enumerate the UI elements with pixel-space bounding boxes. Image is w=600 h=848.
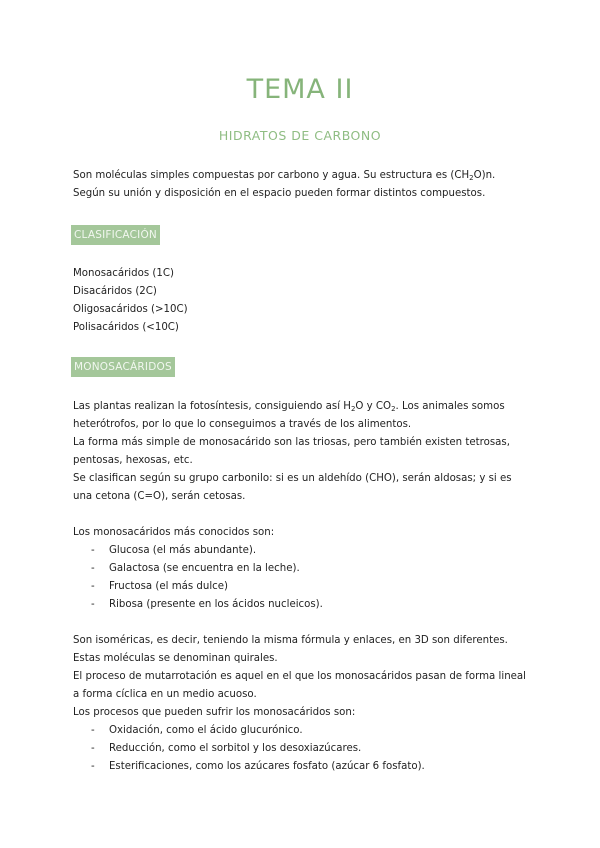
paragraph-line: Se clasifican según su grupo carbonilo: si es un aldehído (CHO), serán aldosas; y si es <box>73 473 512 484</box>
list-item: - Ribosa (presente en los ácidos nucleicos). <box>73 596 533 614</box>
list-item: Monosacáridos (1C) <box>73 268 174 279</box>
intro-line-2: Según su unión y disposición en el espacio pueden formar distintos compuestos. <box>73 188 486 199</box>
monosacaridos-body <box>73 398 533 776</box>
list-item: - Galactosa (se encuentra en la leche). <box>73 560 533 578</box>
paragraph-line: Estas moléculas se denominan quirales. <box>73 653 278 664</box>
list-item: - Glucosa (el más abundante). <box>73 542 533 560</box>
list-item: - Reducción, como el sorbitol y los desoxiazúcares. <box>73 740 533 758</box>
paragraph-line: a forma cíclica en un medio acuoso. <box>73 689 257 700</box>
list-item: - Esterificaciones, como los azúcares fosfato (azúcar 6 fosfato). <box>73 758 533 776</box>
processes-list <box>73 722 533 776</box>
clasificacion-list <box>73 265 533 337</box>
page-title: TEMA II <box>246 74 354 105</box>
section-heading-clasificacion: CLASIFICACIÓN <box>71 225 160 245</box>
known-list <box>73 542 533 614</box>
list-item: Disacáridos (2C) <box>73 286 157 297</box>
list-item: - Fructosa (el más dulce) <box>73 578 533 596</box>
list-item: Oligosacáridos (>10C) <box>73 304 188 315</box>
paragraph-line: una cetona (C=O), serán cetosas. <box>73 491 246 502</box>
paragraph-line: Los monosacáridos más conocidos son: <box>73 527 275 538</box>
intro-paragraph <box>73 167 533 203</box>
paragraph-line: Las plantas realizan la fotosíntesis, consiguiendo así $H_2O$ y $CO_2$. Los animales somos <box>73 401 505 413</box>
intro-line-1: Son moléculas simples compuestas por carbono y agua. Su estructura es $(CH_2O)n$. <box>73 170 496 182</box>
paragraph-line: Los procesos que pueden sufrir los monosacáridos son: <box>73 707 356 718</box>
paragraph-line: heterótrofos, por lo que lo conseguimos a través de los alimentos. <box>73 419 412 430</box>
paragraph-line: El proceso de mutarrotación es aquel en el que los monosacáridos pasan de forma lineal <box>73 671 526 682</box>
list-item: Polisacáridos (<10C) <box>73 322 179 333</box>
page-subtitle: HIDRATOS DE CARBONO <box>218 128 382 143</box>
list-item: - Oxidación, como el ácido glucurónico. <box>73 722 533 740</box>
section-heading-monosacaridos: MONOSACÁRIDOS <box>71 357 175 377</box>
paragraph-line: La forma más simple de monosacárido son las triosas, pero también existen tetrosas, <box>73 437 510 448</box>
paragraph-line: Son isoméricas, es decir, teniendo la misma fórmula y enlaces, en 3D son diferentes. <box>73 635 508 646</box>
paragraph-line: pentosas, hexosas, etc. <box>73 455 193 466</box>
